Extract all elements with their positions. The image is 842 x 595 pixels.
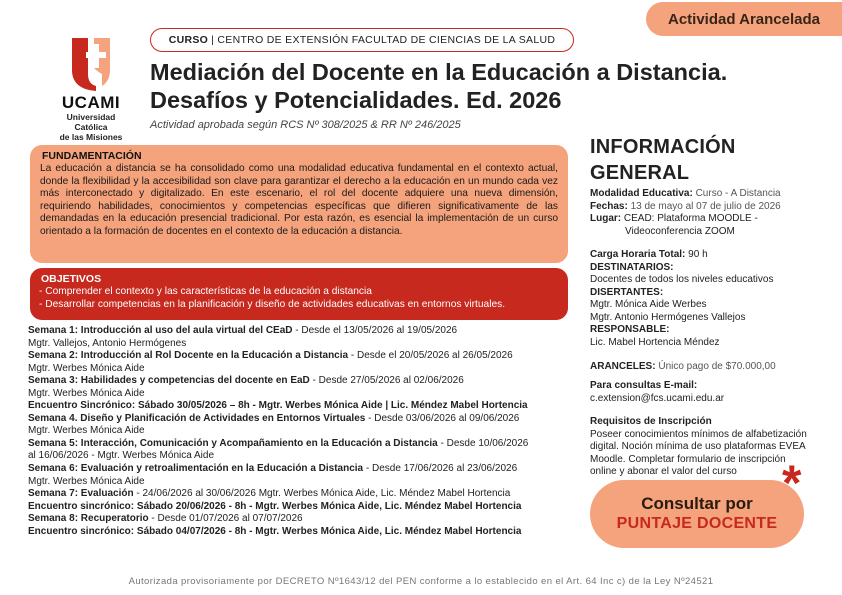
fechas-line: Fechas: 13 de mayo al 07 de julio de 2026 [590, 200, 781, 212]
logo-subtitle-2: de las Misiones [59, 132, 123, 142]
disertante-2: Mgtr. Antonio Hermógenes Vallejos [590, 311, 746, 323]
logo-subtitle-1: Universidad Católica [66, 112, 116, 132]
aranceles-line: ARANCELES: Único pago de $70.000,00 [590, 360, 776, 372]
schedule-row-detail: Mgtr. Werbes Mónica Aide [28, 475, 145, 487]
objetivos-heading: OBJETIVOS [41, 273, 102, 285]
asterisk-icon: * [782, 455, 802, 511]
schedule-row: Semana 8: Recuperatorio - Desde 01/07/2026 al 07/07/2026 [28, 513, 303, 525]
schedule-row: Semana 6: Evaluación y retroalimentación en la Educación a Distancia - Desde 17/06/2026 al 23/06/2026 [28, 463, 518, 475]
fundamentacion-text: La educación a distancia se ha consolidado como una modalidad educativa fundamental en el contexto actual, donde la flexibilidad y la accesibilidad son clave para garantizar el derecho a la educación en un mundo cada vez más interconectado y digitalizado. En este escenario, el rol del docente adquiere una nueva dimensión, requiriendo habilidades, conocimientos y competencias específicas que difieren significativamente de las demandadas en la educación presencial tradicional. Por esta razón, es esencial la implementación de un curso orientado a la formación de docentes en el contexto de la educación a distancia. [40, 163, 558, 237]
course-title [150, 58, 830, 114]
requisitos-line-2: digital. Noción mínima de uso plataformas EVEA [590, 441, 806, 453]
ucami-emblem-icon [70, 34, 112, 92]
schedule-list [28, 325, 573, 538]
objetivo-item-1: - Comprender el contexto y las características de la educación a distancia [39, 286, 372, 297]
lugar-line: Lugar: CEAD: Plataforma MOODLE - [590, 213, 758, 225]
requisitos-label: Requisitos de Inscripción [590, 416, 712, 428]
objetivo-item-2: - Desarrollar competencias en la planificación y diseño de actividades educativas en entornos virtuales. [39, 299, 506, 310]
schedule-row: Semana 2: Introducción al Rol Docente en la Educación a Distancia - Desde el 20/05/2026 al 26/05/2026 [28, 350, 513, 362]
schedule-row-detail: Mgtr. Werbes Mónica Aide [28, 387, 145, 399]
schedule-row: Encuentro sincrónico: Sábado 20/06/2026 - 8h - Mgtr. Werbes Mónica Aide, Lic. Méndez Mabel Hortencia [28, 500, 522, 512]
schedule-row: Semana 5: Interacción, Comunicación y Acompañamiento en la Educación a Distancia - Desde 10/06/2026 [28, 437, 529, 449]
legal-footer: Autorizada provisoriamente por DECRETO Nº1643/12 del PEN conforme a lo establecido en el Art. 64 Inc c) de la Ley Nº24521 [128, 576, 714, 587]
cta-line-1: Consultar por [641, 494, 753, 513]
carga-horaria-line: Carga Horaria Total: 90 h [590, 249, 708, 261]
requisitos-line-3: Moodle. Completar formulario de inscripción [590, 453, 786, 465]
schedule-row-detail: al 16/06/2026 - Mgtr. Werbes Mónica Aide [28, 450, 215, 462]
approval-note: Actividad aprobada según RCS Nº 308/2025 & RR Nº 246/2025 [150, 119, 461, 131]
requisitos-line-1: Poseer conocimientos mínimos de alfabetización [590, 428, 807, 440]
schedule-row: Semana 1: Introducción al uso del aula virtual del CEaD - Desde el 13/05/2026 al 19/05/2026 [28, 325, 458, 336]
schedule-row: Semana 7: Evaluación - 24/06/2026 al 30/06/2026 Mgtr. Werbes Mónica Aide, Lic. Méndez Mabel Hortencia [28, 488, 511, 500]
puntaje-docente-button[interactable] [590, 480, 804, 548]
university-logo [50, 34, 132, 142]
schedule-row-detail: Mgtr. Vallejos, Antonio Hermógenes [28, 337, 187, 349]
destinatarios-value: Docentes de todos los niveles educativos [590, 274, 774, 286]
general-info-panel [590, 134, 835, 479]
course-header-pill [150, 28, 574, 52]
logo-name: UCAMI [61, 93, 121, 112]
schedule-row-detail: Mgtr. Werbes Mónica Aide [28, 425, 145, 437]
responsable-value: Lic. Mabel Hortencia Méndez [590, 337, 720, 349]
schedule-row: Encuentro sincrónico: Sábado 04/07/2026 - 8h - Mgtr. Werbes Mónica Aide, Lic. Méndez Mabel Hortencia [28, 525, 522, 537]
responsable-label: RESPONSABLE: [590, 324, 670, 336]
consultas-label: Para consultas E-mail: [590, 380, 698, 392]
requisitos-line-4: online y abonar el valor del curso [590, 466, 737, 478]
lugar-line-2: Videoconferencia ZOOM [625, 225, 735, 237]
activity-fee-badge: Actividad Arancelada [646, 2, 842, 36]
cta-line-2: PUNTAJE DOCENTE [616, 515, 778, 532]
schedule-row-detail: Mgtr. Werbes Mónica Aide [28, 362, 145, 374]
course-center-label: | CENTRO DE EXTENSIÓN FACULTAD DE CIENCIAS DE LA SALUD [211, 34, 556, 46]
course-title-line-1: Mediación del Docente en la Educación a Distancia. [150, 59, 728, 85]
fundamentacion-box [30, 145, 568, 263]
fundamentacion-heading: FUNDAMENTACIÓN [42, 150, 142, 162]
schedule-row: Semana 4. Diseño y Planificación de Actividades en Entornos Virtuales - Desde 03/06/2026 al 09/06/2026 [28, 412, 520, 424]
destinatarios-label: DESTINATARIOS: [590, 261, 674, 273]
disertante-1: Mgtr. Mónica Aide Werbes [590, 299, 707, 311]
schedule-row: Semana 3: Habilidades y competencias del docente en EaD - Desde 27/05/2026 al 02/06/2026 [28, 375, 464, 387]
course-kind-label: CURSO [168, 34, 209, 46]
general-info-heading: INFORMACIÓN GENERAL [590, 136, 736, 184]
modalidad-line: Modalidad Educativa: Curso - A Distancia [590, 188, 781, 199]
objetivos-box [30, 268, 568, 320]
consultas-email[interactable]: c.extension@fcs.ucami.edu.ar [590, 392, 725, 404]
disertantes-label: DISERTANTES: [590, 286, 664, 298]
course-title-line-2: Desafíos y Potencialidades. Ed. 2026 [150, 87, 562, 113]
schedule-row: Encuentro Sincrónico: Sábado 30/05/2026 – 8h - Mgtr. Werbes Mónica Aide | Lic. Méndez Mabel Hortencia [28, 400, 528, 412]
